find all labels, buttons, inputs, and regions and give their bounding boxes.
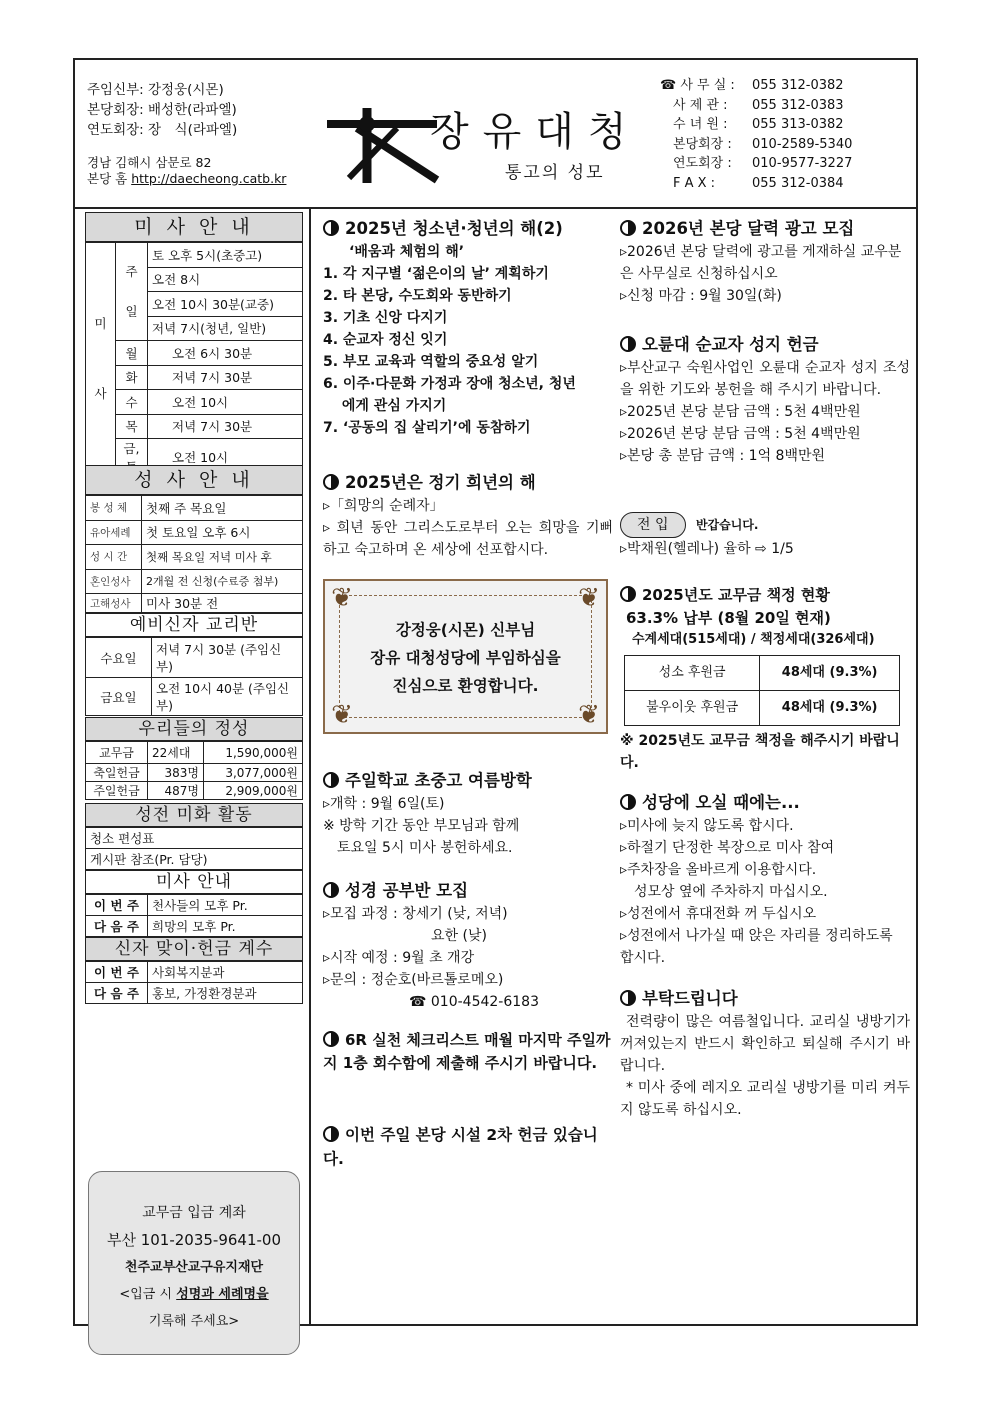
sunday-time-3: 오전 10시 30분(교중) bbox=[148, 292, 303, 317]
dues-section bbox=[620, 583, 910, 774]
mass-guide-table bbox=[85, 894, 303, 937]
bible-line: ▹시작 예정 : 9월 초 개강 bbox=[323, 950, 475, 966]
camp-heading: 주일학교 초중고 여름방학 bbox=[323, 769, 613, 793]
mass-guide-title: 미사 안내 bbox=[85, 870, 303, 894]
offering-amount: 1,590,000원 bbox=[204, 742, 303, 764]
half-circle-icon bbox=[620, 990, 636, 1006]
jubilee-section bbox=[323, 471, 613, 561]
dues-type: 성소 후원금 bbox=[625, 656, 760, 691]
sacrament-key: 성 시 간 bbox=[86, 545, 142, 570]
youth-item: 에게 관심 가지기 bbox=[323, 398, 447, 414]
martyr-heading: 오륜대 순교자 성지 헌금 bbox=[620, 333, 910, 357]
half-circle-icon bbox=[323, 882, 339, 898]
address: 경남 김해시 삼문로 82 bbox=[87, 155, 212, 170]
martyr-line: ▹부산교구 숙원사업인 오륜대 순교자 성지 조성을 위한 기도와 봉헌을 해 주시기 바랍니다. bbox=[620, 360, 910, 398]
youth-section bbox=[323, 217, 613, 439]
dues-value: 48세대 (9.3%) bbox=[760, 656, 900, 691]
priest-name: 주임신부: 강정웅(시몬) bbox=[87, 82, 224, 98]
ornament-icon: ❦ bbox=[331, 583, 353, 613]
contact-label: 본당회장 : bbox=[660, 136, 732, 152]
youth-item: 1. 각 지구별 ‘젊은이의 날’ 계획하기 bbox=[323, 266, 549, 282]
sacrament-key: 유아세례 bbox=[86, 520, 142, 545]
staff-info bbox=[87, 80, 237, 140]
week-label: 이 번 주 bbox=[86, 962, 148, 983]
sacrament-key: 혼인성사 bbox=[86, 569, 142, 594]
visit-item: ▹하절기 단정한 복장으로 미사 참여 bbox=[620, 840, 835, 856]
contact-value: 055 312-0382 bbox=[752, 78, 844, 93]
half-circle-icon bbox=[620, 220, 636, 236]
checklist-section bbox=[323, 1029, 613, 1075]
martyr-line: ▹2026년 본당 분담 금액 : 5천 4백만원 bbox=[620, 426, 861, 442]
bible-section bbox=[323, 879, 613, 1013]
visit-item: ▹성전에서 나가실 때 앉은 자리를 정리하도록 합시다. bbox=[620, 928, 893, 966]
sacrament-value: 첫 토요일 오후 6시 bbox=[142, 520, 303, 545]
left-column bbox=[75, 209, 311, 1329]
dues-note: ※ 2025년도 교무금 책정을 해주시기 바랍니다. bbox=[620, 733, 900, 771]
account-box bbox=[88, 1171, 300, 1355]
jubilee-heading: 2025년은 정기 희년의 해 bbox=[323, 471, 613, 495]
youth-heading: 2025년 청소년·청년의 해(2) bbox=[323, 217, 613, 241]
account-note: <입금 시 성명과 세례명을 bbox=[119, 1287, 269, 1302]
catechumen-day: 금요일 bbox=[86, 678, 152, 716]
sacrament-value: 첫째 목요일 저녁 미사 후 bbox=[142, 545, 303, 570]
second-collection-section bbox=[323, 1123, 613, 1171]
ornament-icon: ❦ bbox=[578, 700, 600, 730]
transfer-badge: 전 입 bbox=[620, 512, 686, 538]
calendar-section bbox=[620, 217, 910, 307]
transfer-welcome: 반갑습니다. bbox=[695, 518, 759, 532]
dues-type: 불우이웃 후원금 bbox=[625, 691, 760, 726]
youth-item: 7. ‘공동의 집 살리기’에 동참하기 bbox=[323, 420, 531, 436]
parish-chair: 본당회장: 배성한(라파엘) bbox=[87, 102, 237, 118]
camp-line: ▹개학 : 9월 6일(토) bbox=[323, 796, 445, 812]
greeting-value: 홍보, 가정환경분과 bbox=[148, 983, 303, 1004]
weekday-day: 목 bbox=[116, 414, 148, 439]
jubilee-line: ▹ 희년 동안 그리스도로부터 오는 희망을 기뻐하고 숙고하며 온 세상에 선포합시다. bbox=[323, 520, 613, 558]
catechumen-time: 오전 10시 40분 (주임신부) bbox=[152, 678, 303, 716]
visit-item: 성모상 옆에 주차하지 마십시오. bbox=[620, 884, 828, 900]
bulletin-frame bbox=[73, 58, 918, 1329]
sunday-time-2: 오전 8시 bbox=[148, 267, 303, 292]
bulletin-subtitle: 통고의 성모 bbox=[505, 163, 605, 183]
contact-row bbox=[660, 115, 852, 135]
weekday-time: 오전 10시 bbox=[148, 390, 303, 415]
mass-table bbox=[85, 242, 303, 476]
bible-line: 요한 (낮) bbox=[431, 928, 487, 944]
week-label: 다 음 주 bbox=[86, 983, 148, 1004]
sacrament-title: 성 사 안 내 bbox=[85, 465, 303, 495]
bulletin-title: 장유대청 bbox=[430, 109, 641, 155]
visit-item: ▹성전에서 휴대전화 꺼 두십시오 bbox=[620, 906, 817, 922]
contact-row bbox=[660, 174, 852, 194]
visit-item: ▹미사에 늦지 않도록 합시다. bbox=[620, 818, 794, 834]
contact-row bbox=[660, 76, 852, 96]
contact-label: 연도회장 : bbox=[660, 156, 732, 171]
weekday-day: 월 bbox=[116, 341, 148, 366]
sacrament-key: 봉 성 체 bbox=[86, 496, 142, 521]
jubilee-line: ▹「희망의 순례자」 bbox=[323, 498, 444, 514]
mass-label: 미 사 bbox=[86, 243, 116, 476]
request-heading: 부탁드립니다 bbox=[620, 987, 910, 1011]
ornament-icon: ❦ bbox=[578, 583, 600, 613]
youth-item: 2. 타 본당, 수도회와 동반하기 bbox=[323, 288, 512, 304]
contact-value: 055 313-0382 bbox=[752, 117, 844, 132]
sacrament-key: 고해성사 bbox=[86, 594, 142, 613]
weekday-time: 오전 6시 30분 bbox=[148, 341, 303, 366]
offering-amount: 3,077,000원 bbox=[204, 764, 303, 782]
dues-value: 48세대 (9.3%) bbox=[760, 691, 900, 726]
offering-count: 383명 bbox=[148, 764, 204, 782]
contact-label: ☎ 사 무 실 : bbox=[660, 78, 735, 93]
half-circle-icon bbox=[323, 474, 339, 490]
half-circle-icon bbox=[620, 586, 636, 602]
contact-label: 사 제 관 : bbox=[660, 97, 728, 113]
welcome-frame bbox=[323, 579, 608, 734]
half-circle-icon bbox=[323, 1126, 339, 1142]
mass-title: 미 사 안 내 bbox=[85, 212, 303, 242]
offering-amount: 2,909,000원 bbox=[204, 782, 303, 800]
youth-subtitle: ‘배움과 체험의 해’ bbox=[349, 244, 465, 260]
offering-type: 교무금 bbox=[86, 742, 148, 764]
greeting-value: 사회복지분과 bbox=[148, 962, 303, 983]
weekday-day: 화 bbox=[116, 365, 148, 390]
martyr-line: ▹2025년 본당 분담 금액 : 5천 4백만원 bbox=[620, 404, 861, 420]
calendar-heading: 2026년 본당 달력 광고 모집 bbox=[620, 217, 910, 241]
greeting-table bbox=[85, 961, 303, 1004]
ornament-icon: ❦ bbox=[331, 700, 353, 730]
second-collection-heading: 이번 주일 본당 시설 2차 헌금 있습니다. bbox=[323, 1126, 598, 1168]
contact-label: 수 녀 원 : bbox=[660, 117, 728, 132]
district-chair: 연도회장: 장 식(라파엘) bbox=[87, 122, 238, 138]
account-number: 부산 101-2035-9641-00 bbox=[106, 1231, 282, 1249]
contact-list bbox=[660, 76, 852, 193]
calendar-line: ▹2026년 본당 달력에 광고를 게재하실 교우분은 사무실로 신청하십시오 bbox=[620, 244, 902, 282]
visit-section bbox=[620, 791, 910, 969]
sunday-time-4: 저녁 7시(청년, 일반) bbox=[148, 316, 303, 341]
catechumen-title: 예비신자 교리반 bbox=[85, 613, 303, 637]
bulletin-header bbox=[75, 60, 916, 209]
offering-type: 주일헌금 bbox=[86, 782, 148, 800]
sacrament-value: 첫째 주 목요일 bbox=[142, 496, 303, 521]
visit-item: ▹주차장을 올바르게 이용합시다. bbox=[620, 862, 817, 878]
request-line: * 미사 중에 레지오 교리실 냉방기를 미리 켜두지 않도록 하십시오. bbox=[620, 1080, 910, 1118]
offering-type: 축일헌금 bbox=[86, 764, 148, 782]
calendar-line: ▹신청 마감 : 9월 30일(화) bbox=[620, 288, 782, 304]
half-circle-icon bbox=[323, 220, 339, 236]
martyr-line: ▹본당 총 분담 금액 : 1억 8백만원 bbox=[620, 448, 826, 464]
visit-heading: 성당에 오실 때에는... bbox=[620, 791, 910, 815]
bible-line: ▹모집 과정 : 창세기 (낮, 저녁) bbox=[323, 906, 508, 922]
dues-table bbox=[624, 655, 900, 726]
beauty-item: 청소 편성표 bbox=[86, 828, 303, 849]
greeting-title: 신자 맞이·헌금 계수 bbox=[85, 937, 303, 961]
account-holder: 천주교부산교구유지재단 bbox=[124, 1260, 264, 1275]
bible-phone: ☎ 010-4542-6183 bbox=[409, 994, 539, 1010]
request-line: 전력량이 많은 여름철입니다. 교리실 냉방기가 꺼져있는지 반드시 확인하고 퇴실해 주시기 바랍니다. bbox=[620, 1014, 910, 1074]
youth-items bbox=[323, 263, 613, 439]
middle-column bbox=[313, 209, 613, 1324]
contact-label: F A X : bbox=[660, 175, 716, 191]
sacrament-value: 2개월 전 신청(수료증 첨부) bbox=[142, 569, 303, 594]
dues-heading: 2025년도 교무금 책정 현황 bbox=[620, 583, 910, 607]
beauty-table bbox=[85, 827, 303, 870]
weekday-time: 오전 10시 bbox=[148, 439, 303, 476]
beauty-item: 게시판 참조(Pr. 담당) bbox=[86, 849, 303, 870]
home-label: 본당 홈 bbox=[87, 171, 128, 186]
martyr-section bbox=[620, 333, 910, 467]
account-note-2: 기록해 주세요> bbox=[148, 1314, 240, 1329]
bible-heading: 성경 공부반 모집 bbox=[323, 879, 613, 903]
offering-count: 22세대 bbox=[148, 742, 204, 764]
checklist-heading: 6R 실천 체크리스트 매월 마지막 주일까지 1층 회수함에 제출해 주시기 바랍니다. bbox=[323, 1031, 611, 1072]
transfer-line: ▹박채원(헬레나) 율하 ⇨ 1/5 bbox=[620, 541, 794, 557]
contact-row bbox=[660, 154, 852, 174]
request-section bbox=[620, 987, 910, 1121]
dues-progress: 63.3% 납부 (8월 20일 현재) bbox=[626, 609, 831, 627]
catechumen-day: 수요일 bbox=[86, 638, 152, 678]
mass-guide-value: 희망의 모후 Pr. bbox=[148, 916, 303, 937]
contact-value: 010-2589-5340 bbox=[752, 136, 853, 152]
half-circle-icon bbox=[323, 1031, 339, 1047]
catechumen-table bbox=[85, 637, 303, 716]
beauty-title: 성전 미화 활동 bbox=[85, 803, 303, 827]
offering-table bbox=[85, 741, 303, 800]
contact-value: 010-9577-3227 bbox=[752, 156, 853, 171]
contact-value: 055 312-0383 bbox=[752, 97, 844, 113]
half-circle-icon bbox=[620, 336, 636, 352]
transfer-section bbox=[620, 512, 910, 560]
account-title: 교무금 입금 계좌 bbox=[142, 1205, 246, 1221]
camp-line: ※ 방학 기간 동안 부모님과 함께 bbox=[323, 818, 520, 834]
sunday-label: 주 일 bbox=[116, 243, 148, 341]
camp-line: 토요일 5시 미사 봉헌하세요. bbox=[337, 840, 513, 856]
youth-item: 3. 기초 신앙 다지기 bbox=[323, 310, 448, 326]
camp-section bbox=[323, 769, 613, 859]
offering-count: 487명 bbox=[148, 782, 204, 800]
weekday-time: 저녁 7시 30분 bbox=[148, 414, 303, 439]
weekday-time: 저녁 7시 30분 bbox=[148, 365, 303, 390]
catechumen-time: 저녁 7시 30분 (주임신부) bbox=[152, 638, 303, 678]
youth-item: 6. 이주·다문화 가정과 장애 청소년, 청년 bbox=[323, 376, 576, 392]
weekday-day: 수 bbox=[116, 390, 148, 415]
week-label: 이 번 주 bbox=[86, 895, 148, 916]
mass-guide-value: 천사들의 모후 Pr. bbox=[148, 895, 303, 916]
sunday-time-1: 토 오후 5시(초중고) bbox=[148, 243, 303, 268]
bible-line: ▹문의 : 정순호(바르톨로메오) bbox=[323, 972, 504, 988]
contact-value: 055 312-0384 bbox=[752, 175, 844, 191]
week-label: 다 음 주 bbox=[86, 916, 148, 937]
right-column bbox=[615, 209, 915, 1324]
youth-item: 4. 순교자 정신 잇기 bbox=[323, 332, 448, 348]
half-circle-icon bbox=[620, 794, 636, 810]
offering-title: 우리들의 정성 bbox=[85, 717, 303, 741]
contact-row bbox=[660, 135, 852, 155]
sacrament-table bbox=[85, 495, 303, 613]
youth-item: 5. 부모 교육과 역할의 중요성 알기 bbox=[323, 354, 539, 370]
home-link[interactable]: http://daecheong.catb.kr bbox=[131, 171, 287, 186]
welcome-text: 강정웅(시몬) 신부님 장유 대청성당에 부임하심을 진심으로 환영합니다. bbox=[370, 621, 561, 695]
contact-row bbox=[660, 96, 852, 116]
sacrament-value: 미사 30분 전 bbox=[142, 594, 303, 613]
half-circle-icon bbox=[323, 772, 339, 788]
address-block bbox=[87, 155, 286, 187]
dues-households: 수계세대(515세대) / 책정세대(326세대) bbox=[632, 632, 875, 647]
weekday-day: 금, bbox=[116, 439, 148, 476]
